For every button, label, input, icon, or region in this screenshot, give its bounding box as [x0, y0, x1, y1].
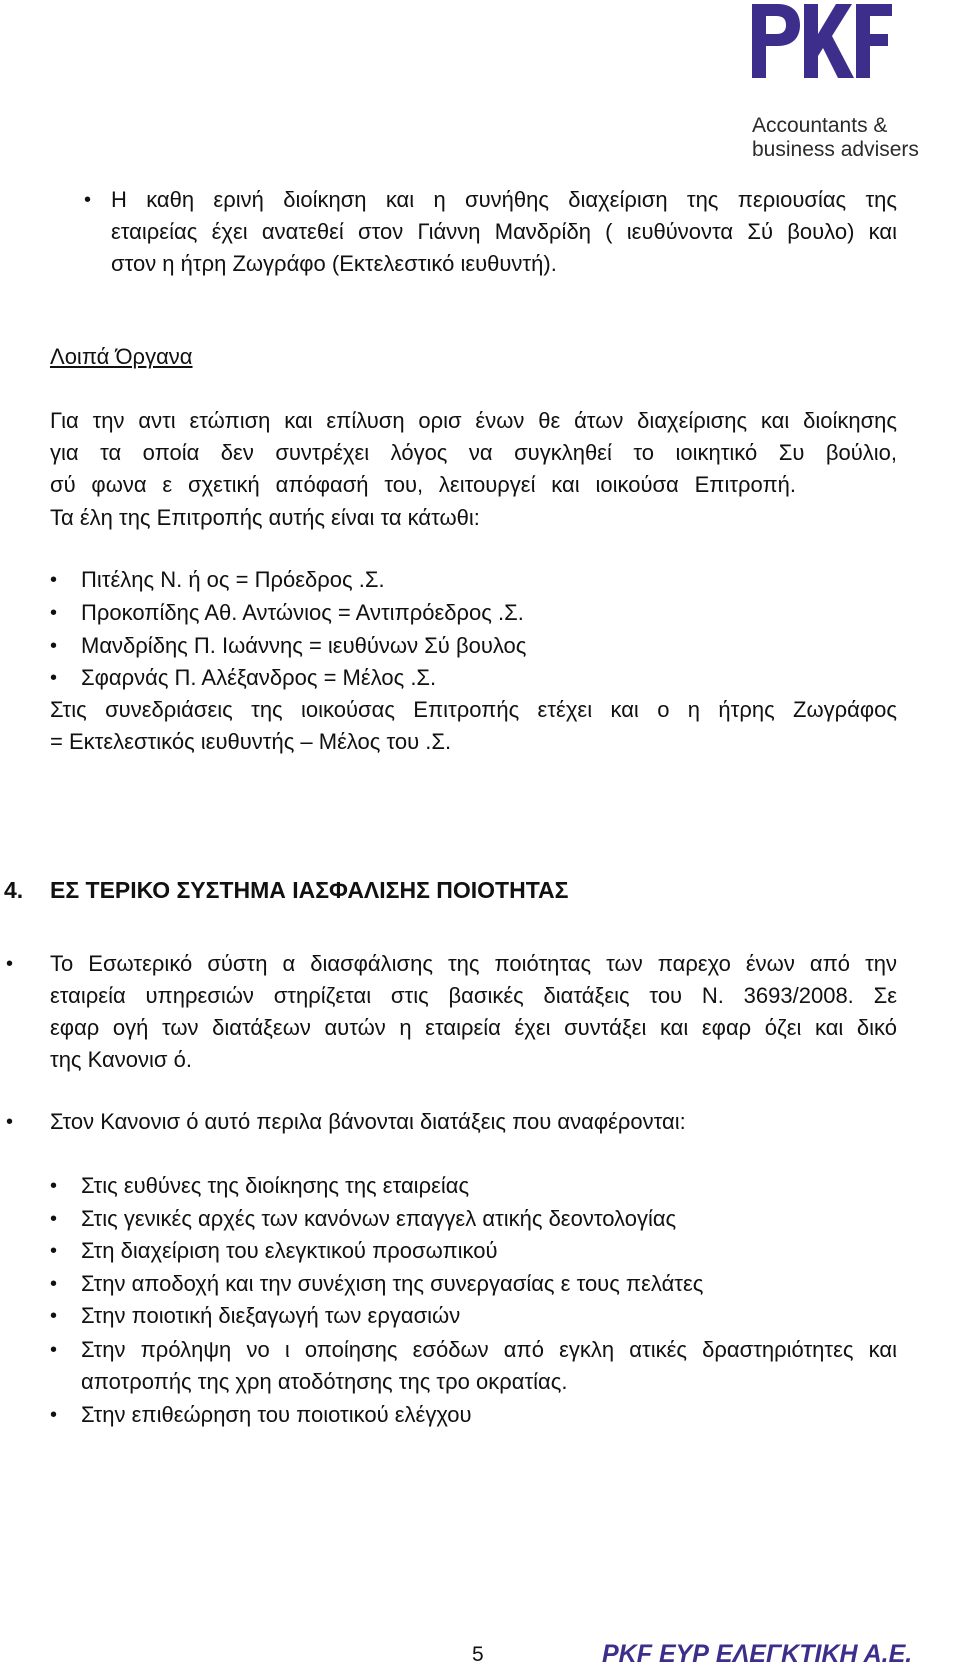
list-item: Στην επιθεώρηση του ποιοτικού ελέγχου: [81, 1402, 472, 1427]
intro-line-3: στον η ήτρη Ζωγράφο (Εκτελεστικό ιευθυντή).: [111, 251, 557, 276]
section4-bullet1-line-2: εταιρεία υπηρεσιών στηρίζεται στις βασικές διατάξεις του Ν. 3693/2008. Σε: [50, 983, 897, 1008]
logo-tagline-line2: business advisers: [752, 138, 919, 161]
bullet-icon: •: [50, 1339, 58, 1361]
bullet-icon: •: [50, 1273, 58, 1295]
section4-bullet1-line-3: εφαρ ογή των διατάξεων αυτών η εταιρεία έχει συντάξει και εφαρ όζει και δικό: [50, 1015, 897, 1040]
other-organs-heading: Λοιπά Όργανα: [50, 344, 193, 369]
bullet-icon: •: [84, 189, 92, 211]
bullet-icon: •: [50, 1240, 58, 1262]
list-item-continuation: αποτροπής της χρη ατοδότησης της τρο οκρατίας.: [81, 1369, 568, 1394]
bullet-icon: •: [6, 1111, 14, 1133]
list-item: Στη διαχείριση του ελεγκτικού προσωπικού: [81, 1238, 498, 1263]
other-organs-para-line-2: για τα οποία δεν συντρέχει λόγος να συγκληθεί το ιοικητικό Συ βούλιο,: [50, 440, 897, 465]
section-number: 4.: [4, 877, 24, 903]
intro-line-2: εταιρείας έχει ανατεθεί στον Γιάννη Μανδρίδη ( ιευθύνοντα Σύ βουλο) και: [111, 219, 897, 244]
bullet-icon: •: [50, 1404, 58, 1426]
section-title: ΕΣ ΤΕΡΙΚΟ ΣΥΣΤΗΜΑ ΙΑΣΦΑΛΙΣΗΣ ΠΟΙΟΤΗΤΑΣ: [50, 877, 569, 903]
list-item: Πιτέλης Ν. ή ος = Πρόεδρος .Σ.: [81, 567, 385, 592]
bullet-icon: •: [6, 953, 14, 975]
bullet-icon: •: [50, 602, 58, 624]
pkf-logo: [752, 4, 952, 162]
list-item: Προκοπίδης Αθ. Αντώνιος = Αντιπρόεδρος .Σ.: [81, 600, 524, 625]
logo-tagline-line1: Accountants &: [752, 114, 888, 137]
list-item: Στην ποιοτική διεξαγωγή των εργασιών: [81, 1303, 461, 1328]
bullet-icon: •: [50, 1208, 58, 1230]
logo-tagline: [752, 114, 952, 162]
other-organs-para-line-4: Τα έλη της Επιτροπής αυτής είναι τα κάτωθι:: [50, 505, 480, 530]
other-organs-closing-line-2: = Εκτελεστικός ιευθυντής – Μέλος του .Σ.: [50, 729, 452, 754]
pkf-logo-mark-icon: [752, 4, 892, 80]
bullet-icon: •: [50, 569, 58, 591]
other-organs-closing-line-1: Στις συνεδριάσεις της ιοικούσας Επιτροπής ετέχει και ο η ήτρης Ζωγράφος: [50, 697, 897, 722]
bullet-icon: •: [50, 1175, 58, 1197]
list-item: Στις ευθύνες της διοίκησης της εταιρείας: [81, 1173, 470, 1198]
other-organs-para-line-1: Για την αντι ετώπιση και επίλυση ορισ ένων θε άτων διαχείρισης και διοίκησης: [50, 408, 897, 433]
bullet-icon: •: [50, 635, 58, 657]
intro-line-1: Η καθη ερινή διοίκηση και η συνήθης διαχείριση της περιουσίας της: [111, 187, 897, 212]
list-item: Στην πρόληψη νο ι οποίησης εσόδων από εγκλη ατικές δραστηριότητες και: [81, 1337, 897, 1362]
bullet-icon: •: [50, 667, 58, 689]
list-item: Σφαρνάς Π. Αλέξανδρος = Μέλος .Σ.: [81, 665, 437, 690]
section4-bullet1-line-1: Το Εσωτερικό σύστη α διασφάλισης της ποιότητας των παρεχο ένων από την: [50, 951, 897, 976]
list-item: Στις γενικές αρχές των κανόνων επαγγελ ατικής δεοντολογίας: [81, 1206, 677, 1231]
section4-bullet1-line-4: της Κανονισ ό.: [50, 1047, 192, 1072]
footer-brand: PKF ΕΥΡ ΕΛΕΓΚΤΙΚΗ Α.Ε.: [602, 1640, 913, 1668]
list-item: Μανδρίδης Π. Ιωάννης = ιευθύνων Σύ βουλος: [81, 633, 527, 658]
section4-bullet2: Στον Κανονισ ό αυτό περιλα βάνονται διατάξεις που αναφέρονται:: [50, 1109, 686, 1134]
page-number: 5: [472, 1643, 484, 1666]
other-organs-para-line-3: σύ φωνα ε σχετική απόφασή του, λειτουργεί και ιοικούσα Επιτροπή.: [50, 472, 796, 497]
bullet-icon: •: [50, 1305, 58, 1327]
list-item: Στην αποδοχή και την συνέχιση της συνεργασίας ε τους πελάτες: [81, 1271, 704, 1296]
